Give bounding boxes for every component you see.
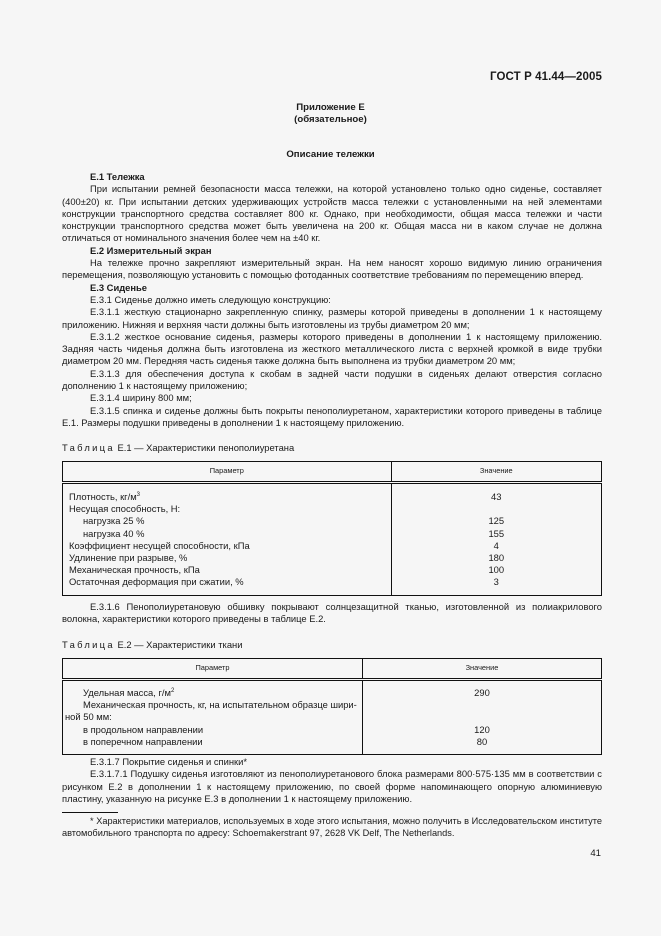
table1-caption	[62, 442, 294, 454]
annex-status: (обязательное)	[294, 114, 367, 125]
table-cell-value	[363, 699, 601, 711]
section-body-bottom	[62, 756, 602, 805]
table-row: Удельная масса, $г/м^2$	[83, 687, 175, 698]
table-cell-value: 4	[493, 539, 499, 551]
paragraph-e3-1-7-1: Е.3.1.7.1 Подушку сиденья изготовляют из пенополиуретанового блока размерами 800·575·135 мм в соответствии с рисунком Е.2 в дополнении 1 к настоящему приложению, по своей форме напоминающего опорную алюминиевую пластину, указанную на рисунке Е.3 в дополнении 1 к настоящему приложению.	[62, 768, 602, 804]
table-foam-characteristics	[62, 461, 602, 596]
table-row: Плотность, $кг/м^3$	[69, 491, 140, 502]
table1-header-value: Значение	[391, 462, 601, 483]
table-row: Остаточная деформация при сжатии, %	[69, 576, 244, 588]
paragraph-e3-1-4: Е.3.1.4 ширину 800 мм;	[90, 392, 192, 404]
table2-caption-prefix: Таблица	[62, 639, 115, 650]
table2-caption-text: Е.2 — Характеристики ткани	[114, 639, 243, 650]
table-row: нагрузка 40 %	[83, 527, 145, 539]
table1-caption-text: Е.1 — Характеристики пенополиуретана	[114, 442, 295, 453]
table2-header-parameter: Параметр	[63, 659, 363, 680]
paragraph-e2: На тележке прочно закрепляют измерительный экран. На нем наносят хорошо видимую линию ограничения перемещения, позволяющую установить с помощью фотоданных соответствие требованиям по перемещению вперед.	[62, 257, 602, 281]
table-row: в продольном направлении	[83, 723, 204, 735]
table-cell-value: 180	[488, 551, 505, 563]
table-cell-value: 290	[474, 687, 490, 698]
paragraph-e3-1: Е.3.1 Сиденье должно иметь следующую конструкцию:	[90, 293, 331, 305]
section-body-top	[62, 171, 602, 429]
table-row: Несущая способность, Н:	[69, 503, 181, 515]
paragraph-e3-1-7: Е.3.1.7 Покрытие сиденья и спинки*	[90, 756, 248, 767]
table1-value-cell	[391, 483, 601, 596]
table-cell-value: 120	[474, 723, 490, 735]
table2-parameter-cell	[63, 680, 363, 755]
section-body-middle	[62, 601, 602, 626]
table2-body-row	[63, 680, 602, 755]
table-row: Механическая прочность, кПа	[69, 564, 200, 576]
annex-title: Приложение Е	[296, 102, 365, 113]
page-number: 41	[590, 848, 601, 859]
table1-caption-prefix: Таблица	[62, 442, 115, 453]
table1-body-row	[63, 483, 602, 596]
table2-header-value: Значение	[362, 659, 601, 680]
table-row: нагрузка 25 %	[83, 515, 145, 527]
paragraph-e3-1-5: Е.3.1.5 спинка и сиденье должны быть покрыты пенополиуретаном, характеристики которого приведены в таблице Е.1. Размеры подушки приведены в дополнении 1 к настоящему приложению.	[62, 404, 602, 428]
paragraph-e1: При испытании ремней безопасности масса тележки, на которой установлено только одно сиденье, составляет (400±20) кг. При испытании детских удерживающих устройств масса тележки с установленными на ней элементами конструкции транспортного средства составляет 800 кг. Однако, при необходимости, общая масса тележки и части конструкции транспортного средства может быть увеличена на 200 кг. Общая масса ни в каком случае не должна отличаться от номинального значения более чем на ±40 кг.	[62, 183, 602, 244]
table-row: в поперечном направлении	[83, 735, 203, 747]
table1-header-parameter: Параметр	[63, 462, 392, 483]
paragraph-e3-1-6: Е.3.1.6 Пенополиуретановую обшивку покрывают солнцезащитной тканью, изготовленной из полиакрилового волокна, характеристики которого приведены в таблице Е.2.	[62, 601, 602, 625]
table-row: ной 50 мм:	[65, 711, 112, 723]
paragraph-e3-1-2: Е.3.1.2 жесткое основание сиденья, размеры которого приведены в дополнении 1 к настоящему приложению. Задняя часть чиденья должна быть изготовлена из жесткого металлического листа с верхней кромкой в виде трубки диаметром 20 мм. Передняя часть сиденья также должна быть выполнена из трубки диаметром 20 мм;	[62, 330, 602, 367]
table-cell-value: 43	[491, 491, 502, 502]
table-cell-value: 100	[488, 564, 505, 576]
annex-title-block	[0, 102, 661, 126]
table-fabric-characteristics	[62, 658, 602, 755]
table-cell-value	[363, 711, 601, 723]
table2-caption	[62, 639, 242, 651]
document-title: Описание тележки	[286, 149, 375, 160]
footnote-text: * Характеристики материалов, используемых в ходе этого испытания, можно получить в Исследовательском институте автомобильного транспорта по адресу: Schoemakerstrant 97, 2628 VK Delf, The Netherlands.	[62, 816, 602, 839]
section-heading-e2: Е.2 Измерительный экран	[90, 244, 212, 256]
table-row: Удлинение при разрыве, %	[69, 551, 188, 563]
table-cell-value: 155	[488, 527, 505, 539]
standard-code-header: ГОСТ Р 41.44—2005	[490, 71, 602, 83]
table-cell-value: 125	[488, 515, 505, 527]
section-heading-e3: Е.3 Сиденье	[90, 281, 148, 293]
paragraph-e3-1-3: Е.3.1.3 для обеспечения доступа к скобам в задней части подушки в сиденьях делают отверстия согласно дополнению 1 к настоящему приложению;	[62, 367, 602, 392]
table2-value-cell	[362, 680, 601, 755]
section-heading-e1: Е.1 Тележка	[90, 171, 145, 182]
footnote	[62, 815, 602, 840]
table-row: Коэффициент несущей способности, кПа	[69, 539, 250, 551]
table-cell-value	[392, 503, 601, 515]
paragraph-e3-1-1: Е.3.1.1 жесткую стационарно закрепленную спинку, размеры которой приведены в дополнении 1 к настоящему приложению. Нижняя и верхняя части должны быть изготовлены из трубы диаметром 20 мм;	[62, 306, 602, 330]
footnote-divider	[62, 812, 118, 813]
table-cell-value: 80	[476, 735, 488, 747]
table-row: Механическая прочность, кг, на испытательном образце шири-	[83, 699, 357, 711]
table-cell-value: 3	[493, 576, 499, 588]
table1-parameter-cell	[63, 483, 392, 596]
